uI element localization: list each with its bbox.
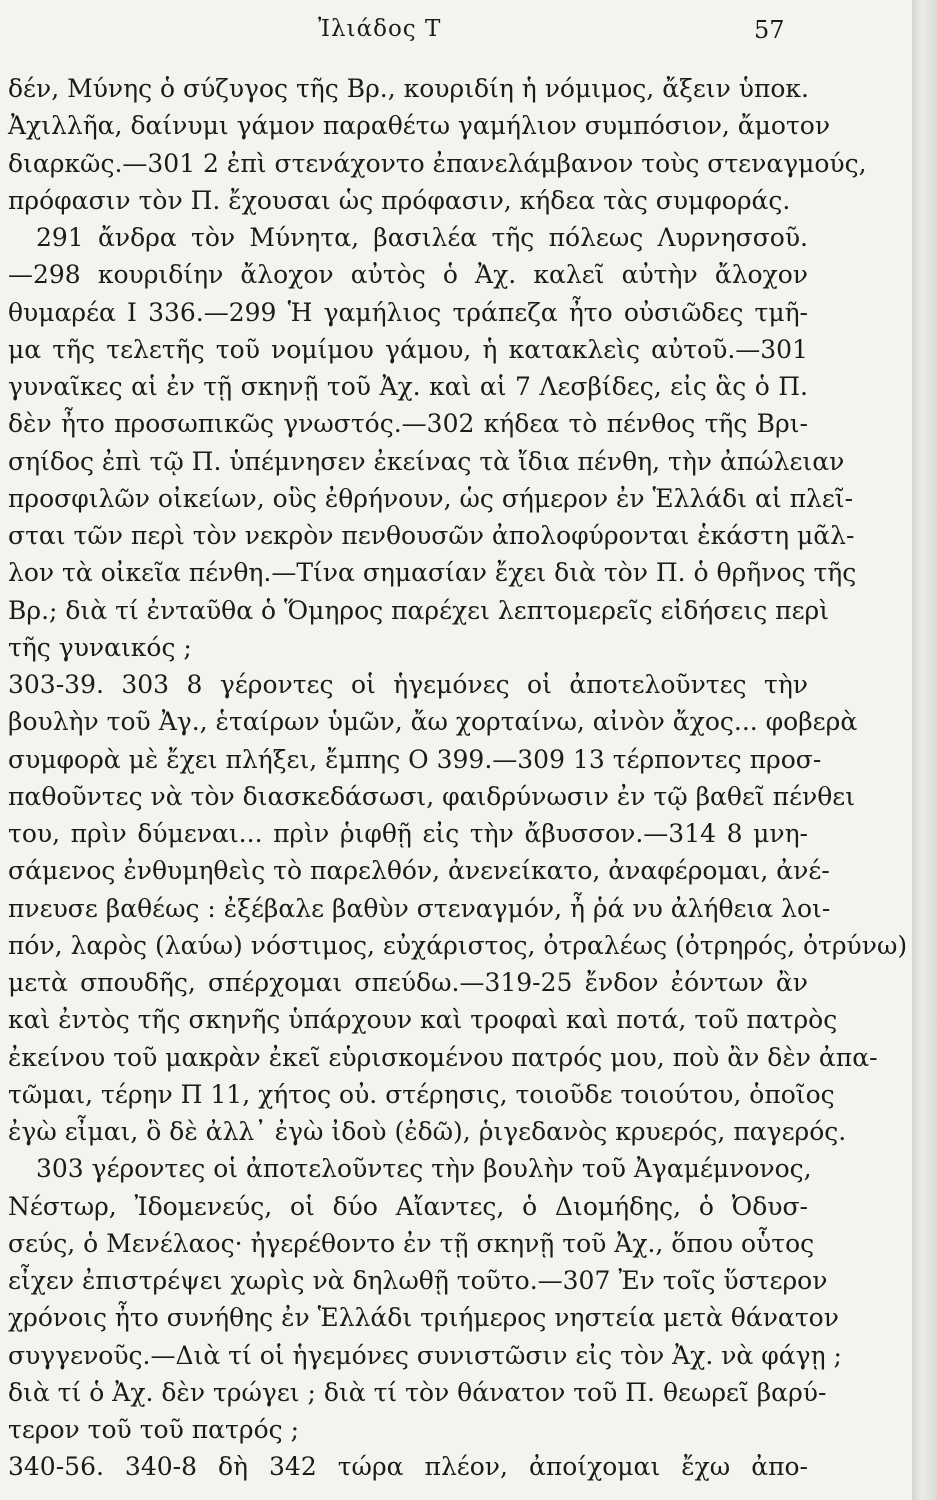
section-heading-line: 340-56. 340-8 δὴ 342 τώρα πλέον, ἀποίχομαι ἔχω ἀπο- xyxy=(8,1452,808,1482)
section-heading-line: 303-39. 303 8 γέροντες οἱ ἡγεμόνες οἱ ἀποτελοῦντες τὴν xyxy=(8,670,808,699)
text-line: σηίδος ἐπὶ τῷ Π. ὑπέμνησεν ἐκείνας τὰ ἴδια πένθη, τὴν ἀπώλειαν xyxy=(8,446,845,476)
text-line: παθοῦντες νὰ τὸν διασκεδάσωσι, φαιδρύνωσιν ἐν τῷ βαθεῖ πένθει xyxy=(8,781,856,811)
page-number: 57 xyxy=(754,16,785,44)
text-line: πόν, λαρὸς (λαύω) νόστιμος, εὐχάριστος, ὀτραλέως (ὀτρηρός, ὀτρύνω) xyxy=(8,930,908,960)
text-line: Νέστωρ, Ἰδομενεύς, οἱ δύο Αἴαντες, ὁ Διομήδης, ὁ Ὀδυσ- xyxy=(8,1191,808,1221)
text-line: χρόνοις ἦτο συνήθης ἐν Ἑλλάδι τριήμερος νηστεία μετὰ θάνατον xyxy=(8,1303,839,1333)
text-line: δὲν ἦτο προσωπικῶς γνωστός.—302 κήδεα τὸ πένθος τῆς Βρι- xyxy=(8,409,808,439)
text-line: συμφορὰ μὲ ἔχει πλήξει, ἔμπης Ο 399.—309 13 τέρποντες προσ- xyxy=(8,744,822,774)
book-gutter-edge xyxy=(912,0,937,1500)
text-line: καὶ ἐντὸς τῆς σκηνῆς ὑπάρχουν καὶ τροφαὶ καὶ ποτά, τοῦ πατρὸς xyxy=(8,1005,838,1035)
text-line: τῆς γυναικός ; xyxy=(8,632,192,662)
text-line: συγγενοῦς.—Διὰ τί οἱ ἡγεμόνες συνιστῶσιν εἰς τὸν Ἀχ. νὰ φάγῃ ; xyxy=(8,1340,842,1370)
text-line: 291 ἄνδρα τὸν Μύνητα, βασιλέα τῆς πόλεως Λυρνησσοῦ. xyxy=(36,223,808,252)
text-line: διὰ τί ὁ Ἀχ. δὲν τρώγει ; διὰ τί τὸν θάνατον τοῦ Π. θεωρεῖ βαρύ- xyxy=(8,1377,827,1407)
commentary-text xyxy=(8,70,908,1486)
text-line: ἐγὼ εἶμαι, ὃ δὲ ἀλλ᾽ ἐγὼ ἰδοὺ (ἐδῶ), ῥιγεδανὸς κρυερός, παγερός. xyxy=(8,1117,847,1146)
text-line: τῶμαι, τέρην Π 11, χήτος οὐ. στέρησις, τοιοῦδε τοιούτου, ὁποῖος xyxy=(8,1079,835,1109)
text-line: θυμαρέα Ι 336.—299 Ἡ γαμήλιος τράπεζα ἦτο οὐσιῶδες τμῆ- xyxy=(8,297,808,327)
text-line: σεύς, ὁ Μενέλαος· ἠγερέθοντο ἐν τῇ σκηνῇ τοῦ Ἀχ., ὅπου οὗτος xyxy=(8,1228,815,1258)
text-line: μα τῆς τελετῆς τοῦ νομίμου γάμου, ἡ κατακλεὶς αὐτοῦ.—301 xyxy=(8,334,808,364)
text-line: —298 κουριδίην ἄλοχον αὐτὸς ὁ Ἀχ. καλεῖ αὐτὴν ἄλοχον xyxy=(8,260,808,290)
text-line: γυναῖκες αἱ ἐν τῇ σκηνῇ τοῦ Ἀχ. καὶ αἱ 7 Λεσβίδες, εἰς ἃς ὁ Π. xyxy=(8,372,808,401)
text-line: βουλὴν τοῦ Ἀγ., ἑταίρων ὑμῶν, ἄω χορταίνω, αἰνὸν ἄχος... φοβερὰ xyxy=(8,707,858,737)
text-line: σάμενος ἐνθυμηθεὶς τὸ παρελθόν, ἀνενείκατο, ἀναφέρομαι, ἀνέ- xyxy=(8,856,830,886)
text-line: διαρκῶς.—301 2 ἐπὶ στενάχοντο ἐπανελάμβανον τοὺς στεναγμούς, xyxy=(8,148,867,178)
text-line: ἐκείνου τοῦ μακρὰν ἐκεῖ εὑρισκομένου πατρός μου, ποὺ ἂν δὲν ἀπα- xyxy=(8,1042,878,1072)
text-line: μετὰ σπουδῆς, σπέρχομαι σπεύδω.—319-25 ἔνδον ἐόντων ἂν xyxy=(8,968,808,997)
text-line: προσφιλῶν οἰκείων, οὓς ἐθρήνουν, ὡς σήμερον ἐν Ἑλλάδι αἱ πλεῖ- xyxy=(8,483,854,513)
page-header xyxy=(0,16,912,50)
text-line: δέν, Μύνης ὁ σύζυγος τῆς Βρ., κουριδίη ἡ νόμιμος, ἄξειν ὑποκ. xyxy=(8,74,810,103)
text-line: εἶχεν ἐπιστρέψει χωρὶς νὰ δηλωθῇ τοῦτο.—307 Ἐν τοῖς ὕστερον xyxy=(8,1266,828,1295)
text-line: πρόφασιν τὸν Π. ἔχουσαι ὡς πρόφασιν, κήδεα τὰς συμφοράς. xyxy=(8,185,791,215)
text-line: πνευσε βαθέως : ἐξέβαλε βαθὺν στεναγμόν, ἦ ῥά νυ ἀλήθεια λοι- xyxy=(8,893,831,923)
text-line: σται τῶν περὶ τὸν νεκρὸν πενθουσῶν ἀπολοφύρονται ἑκάστη μᾶλ- xyxy=(8,521,855,550)
text-line: τερον τοῦ τοῦ πατρός ; xyxy=(8,1415,299,1444)
text-line: Βρ.; διὰ τί ἐνταῦθα ὁ Ὅμηρος παρέχει λεπτομερεῖς εἰδήσεις περὶ xyxy=(8,595,830,625)
text-line: 303 γέροντες οἱ ἀποτελοῦντες τὴν βουλὴν τοῦ Ἀγαμέμνονος, xyxy=(36,1154,812,1184)
running-title: Ἰλιάδος Τ xyxy=(318,16,442,42)
text-line: λον τὰ οἰκεῖα πένθη.—Τίνα σημασίαν ἔχει διὰ τὸν Π. ὁ θρῆνος τῆς xyxy=(8,558,857,588)
text-line: Ἀχιλλῆα, δαίνυμι γάμον παραθέτω γαμήλιον συμπόσιον, ἄμοτον xyxy=(8,111,831,141)
text-line: του, πρὶν δύμεναι... πρὶν ῥιφθῇ εἰς τὴν ἄβυσσον.—314 8 μνη- xyxy=(8,819,808,848)
